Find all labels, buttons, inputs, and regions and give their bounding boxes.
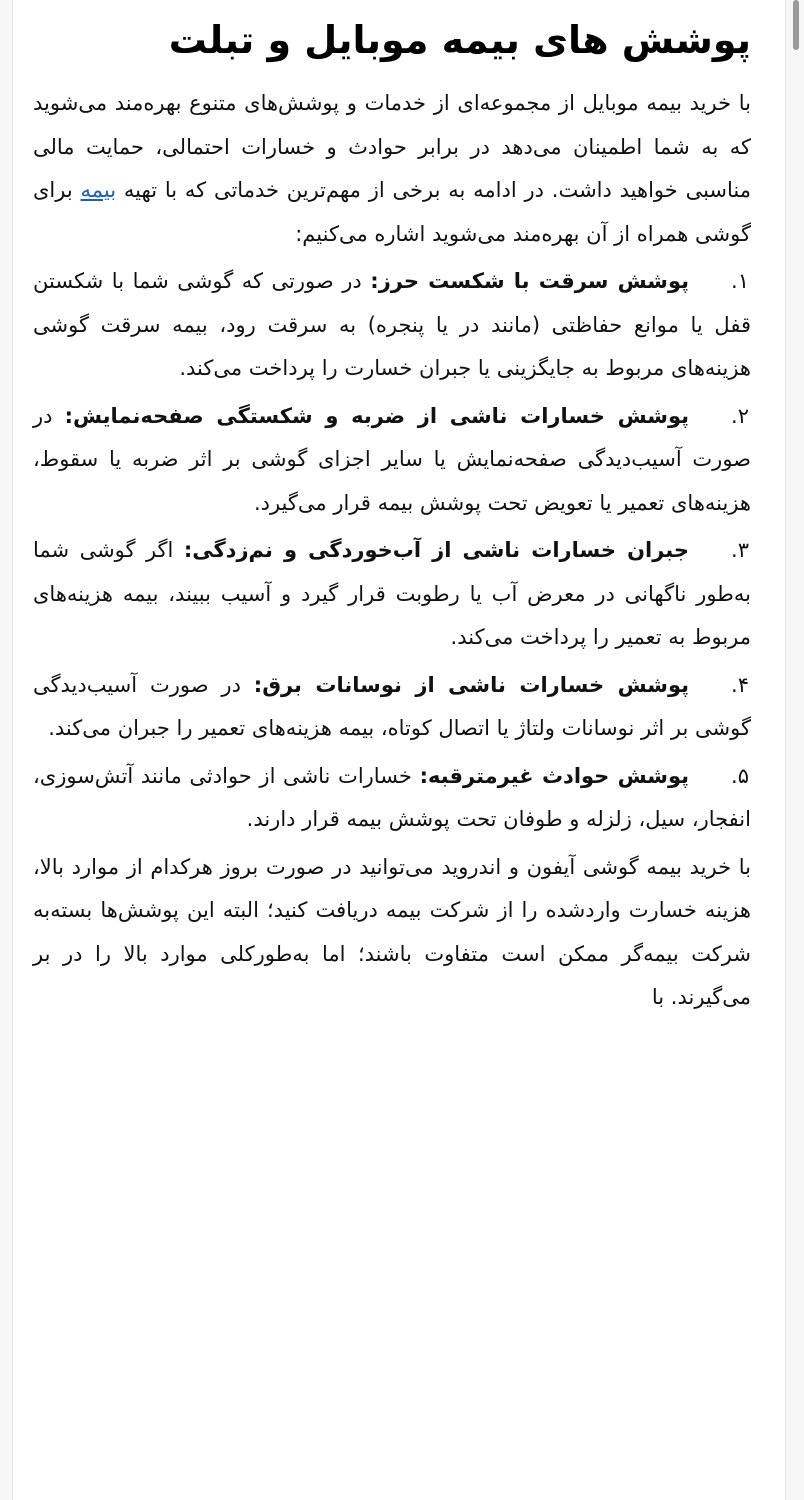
list-item	[33, 664, 751, 751]
list-item-heading: پوشش خسارات ناشی از نوسانات برق:	[253, 672, 690, 697]
list-item-number: ۱.	[731, 269, 750, 293]
list-item-body: در صورتی که گوشی شما با شکستن قفل یا موانع حفاظتی (مانند در یا پنجره) به سرقت رود، بیمه سرقت گوشی هزینه‌های مربوط به جایگزینی یا جبران خسارت را پرداخت می‌کند.	[33, 269, 751, 380]
list-item	[33, 260, 751, 391]
list-item-body: در صورت آسیب‌دیدگی صفحه‌نمایش یا سایر اجزای گوشی بر اثر ضربه یا سقوط، هزینه‌های تعمیر یا تعویض تحت پوشش بیمه قرار می‌گیرد.	[33, 403, 751, 515]
list-item-body: در صورت آسیب‌دیدگی گوشی بر اثر نوسانات ولتاژ یا اتصال کوتاه، بیمه هزینه‌های تعمیر را جبران می‌کند.	[33, 672, 751, 740]
list-item-number: ۵.	[731, 763, 749, 788]
list-item-heading: پوشش سرقت با شکست حرز:	[370, 269, 690, 293]
closing-paragraph: با خرید بیمه گوشی آیفون و اندروید می‌توانید در صورت بروز هرکدام از موارد بالا، هزینه خسارت واردشده را از شرکت بیمه دریافت کنید؛ البته این پوشش‌ها بسته‌به شرکت بیمه‌گر ممکن است متفاوت باشند؛ اما به‌طورکلی موارد بالا را در بر می‌گیرند. با	[33, 854, 751, 1009]
list-item-number: ۳.	[731, 538, 749, 562]
list-item-body: خسارات ناشی از حوادثی مانند آتش‌سوزی، انفجار، سیل، زلزله و طوفان تحت پوشش بیمه قرار دارند.	[33, 763, 751, 831]
vertical-scrollbar[interactable]	[788, 0, 804, 1500]
article-page	[12, 0, 786, 1500]
article-content	[13, 0, 785, 1020]
list-item	[33, 755, 751, 842]
list-item	[33, 529, 751, 660]
list-item-heading: پوشش خسارات ناشی از ضربه و شکستگی صفحه‌نمایش:	[64, 403, 689, 428]
list-item-heading: جبران خسارات ناشی از آب‌خوردگی و نم‌زدگی:	[183, 538, 689, 562]
list-item-number: ۴.	[731, 672, 750, 697]
list-item-heading: پوشش حوادث غیرمترقبه:	[419, 763, 689, 788]
list-item	[33, 395, 751, 526]
intro-text-before-link: با خرید بیمه موبایل از مجموعه‌ای از خدمات و پوشش‌های متنوع بهره‌مند می‌شوید که به شما اطمینان می‌دهد در برابر حوادث و خسارات احتمالی، حمایت مالی مناسبی خواهید داشت. در ادامه به برخی از مهم‌ترین خدماتی که با تهیه	[33, 91, 751, 202]
list-item-body: اگر گوشی شما به‌طور ناگهانی در معرض آب یا رطوبت قرار گیرد و آسیب ببیند، بیمه هزینه‌های مربوط به تعمیر را پرداخت می‌کند.	[33, 538, 751, 649]
scrollbar-thumb[interactable]	[793, 0, 799, 50]
insurance-link[interactable]: بیمه	[80, 178, 117, 202]
intro-paragraph	[33, 82, 751, 256]
intro-text-after-link: برای گوشی همراه از آن بهره‌مند می‌شوید اشاره می‌کنیم:	[33, 178, 751, 246]
list-item-number: ۲.	[731, 403, 749, 428]
coverage-list	[33, 260, 751, 842]
article-title: پوشش های بیمه موبایل و تبلت	[168, 18, 751, 62]
